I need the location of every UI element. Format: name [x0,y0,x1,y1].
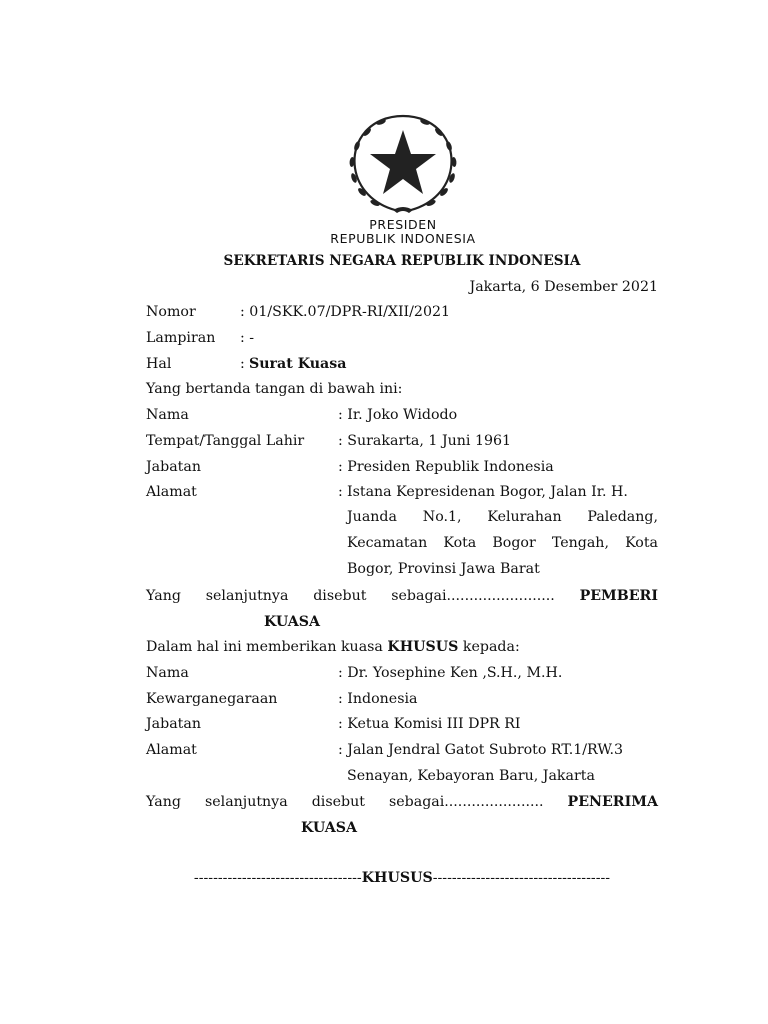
khusus-intro-after: kepada: [458,639,520,655]
place-date: Jakarta, 6 Desember 2021 [469,279,658,295]
receiver-nama-value: : Dr. Yosephine Ken ,S.H., M.H. [338,665,563,681]
hal-value: Surat Kuasa [249,356,347,372]
letter-heading: SEKRETARIS NEGARA REPUBLIK INDONESIA [223,253,581,269]
divider-right: ------------------------------------- [432,870,611,886]
giver-ttl-value: : Surakarta, 1 Juni 1961 [338,433,512,449]
divider-left: ----------------------------------- [193,870,362,886]
hal-label: Hal [146,356,172,372]
giver-nama-label: Nama [146,407,189,423]
lampiran-label: Lampiran [146,330,216,346]
giver-alamat-colon: : [338,484,343,500]
giver-role: PEMBERI [579,588,658,604]
hal-colon: : [240,356,245,372]
intro-text: Yang bertanda tangan di bawah ini: [146,381,403,397]
giver-statement-word: sebagai........................ [391,588,555,604]
nomor-value: : 01/SKK.07/DPR-RI/XII/2021 [240,304,451,320]
giver-statement-word: selanjutnya [205,588,289,604]
giver-jabatan-value: : Presiden Republik Indonesia [338,459,554,475]
receiver-alamat-line2: Senayan, Kebayoran Baru, Jakarta [347,768,595,784]
giver-jabatan-label: Jabatan [146,459,201,475]
khusus-divider [146,870,658,886]
receiver-role: PENERIMA [567,794,658,810]
giver-alamat-line1: Istana Kepresidenan Bogor, Jalan Ir. H. [347,484,628,500]
receiver-warga-label: Kewarganegaraan [146,691,278,707]
receiver-alamat-label: Alamat [146,742,197,758]
garuda-star-emblem [343,112,463,214]
receiver-alamat-line1: : Jalan Jendral Gatot Subroto RT.1/RW.3 [338,742,624,758]
receiver-statement-word: disebut [311,794,365,810]
giver-alamat-rest: Juanda No.1, Kelurahan Paledang, Kecamatan Kota Bogor Tengah, Kota Bogor, Provinsi Jawa Barat [347,509,658,577]
giver-ttl-label: Tempat/Tanggal Lahir [146,433,305,449]
receiver-warga-value: : Indonesia [338,691,418,707]
receiver-statement-word: selanjutnya [205,794,288,810]
giver-statement-word: Yang [146,588,181,604]
receiver-jabatan-label: Jabatan [146,716,201,732]
giver-statement-word: disebut [313,588,367,604]
khusus-intro-before: Dalam hal ini memberikan kuasa [146,639,388,655]
receiver-role-cont: KUASA [301,820,358,836]
receiver-statement [146,793,658,811]
giver-alamat-label: Alamat [146,484,197,500]
emblem-caption-line1: PRESIDEN [369,217,437,232]
receiver-statement-word: Yang [146,794,181,810]
divider-center: KHUSUS [361,870,433,886]
nomor-label: Nomor [146,304,196,320]
giver-nama-value: : Ir. Joko Widodo [338,407,458,423]
giver-statement [146,587,658,605]
receiver-statement-word: sebagai...................... [388,794,544,810]
lampiran-value: : - [240,330,255,346]
receiver-nama-label: Nama [146,665,189,681]
receiver-jabatan-value: : Ketua Komisi III DPR RI [338,716,521,732]
giver-role-cont: KUASA [264,614,321,630]
khusus-intro [146,638,520,656]
emblem-caption-line2: REPUBLIK INDONESIA [330,231,476,246]
khusus-intro-bold: KHUSUS [387,639,459,655]
